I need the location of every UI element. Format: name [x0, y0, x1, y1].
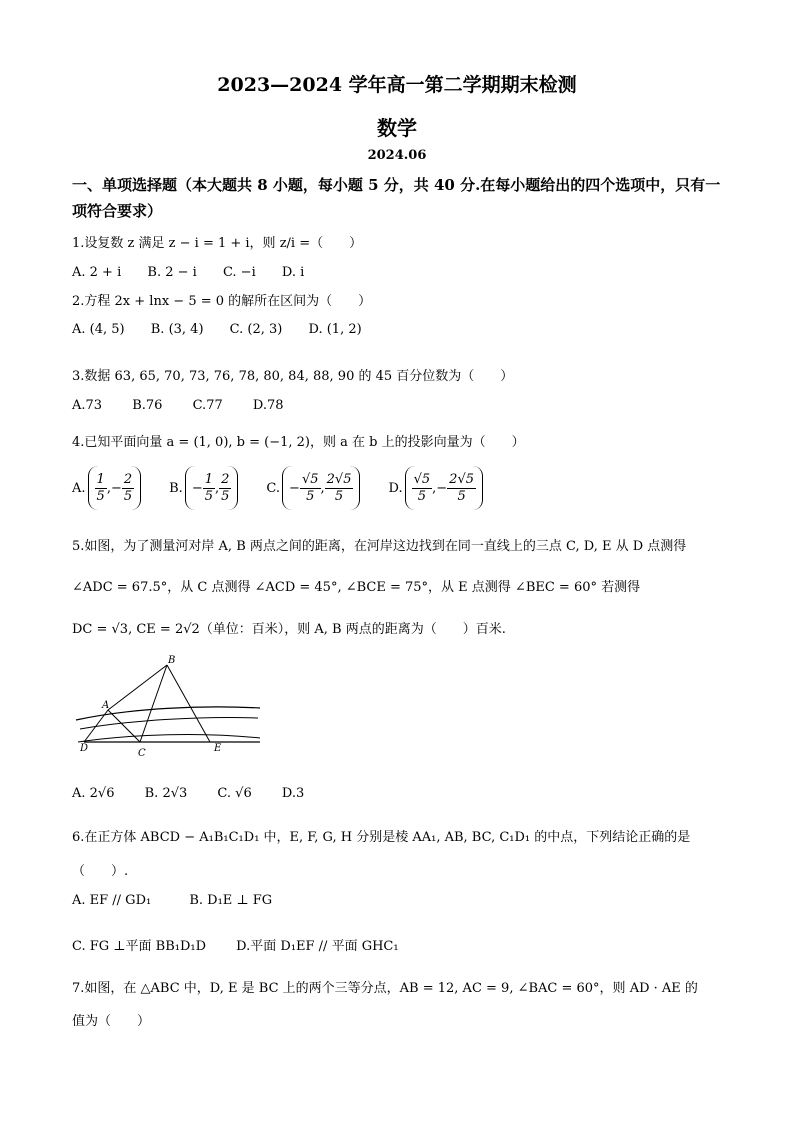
question-6-line-2: （ ）. — [72, 864, 129, 879]
q4-option-d-vector — [405, 466, 483, 510]
q4-c-den-2: 5 — [334, 488, 344, 504]
q4-option-b — [169, 466, 238, 510]
q2-option-a: A. (4, 5) — [72, 322, 125, 337]
question-3-options — [72, 398, 310, 413]
q2-option-d: D. (1, 2) — [308, 322, 362, 337]
question-1-stem: 1.设复数 z 满足 z − i = 1 + i，则 z/i =（ ） — [72, 236, 363, 251]
q4-option-a — [72, 466, 141, 510]
q4-option-c-label: C. — [266, 480, 281, 496]
q4-b-lead-sign: − — [191, 480, 203, 496]
q4-option-d-label: D. — [388, 480, 403, 496]
q2-option-b: B. (3, 4) — [150, 322, 204, 337]
question-2-options — [72, 322, 384, 337]
question-5-line-2: ∠ADC = 67.5°，从 C 点测得 ∠ACD = 45°, ∠BCE = 75°，从 E 点测得 ∠BEC = 60° 若测得 — [72, 580, 641, 595]
q4-c-num-2: 2√5 — [326, 471, 352, 487]
q4-a-den-2: 5 — [123, 488, 133, 504]
segment-ad — [84, 710, 108, 742]
question-4-options — [72, 466, 511, 510]
q4-c-lead-sign: − — [289, 480, 300, 496]
question-1-options — [72, 265, 326, 280]
q4-d-den-2: 5 — [457, 488, 466, 504]
q5-option-b: B. 2√3 — [144, 786, 188, 801]
q4-option-c-vector — [282, 466, 360, 510]
q4-option-b-vector — [185, 466, 239, 510]
exam-date: 2024.06 — [367, 148, 427, 163]
question-4-stem: 4.已知平面向量 a = (1, 0), b = (−1, 2)，则 a 在 b 上的投影向量为（ ） — [72, 435, 525, 450]
q5-option-a: A. 2√6 — [72, 786, 115, 801]
label-d: D — [80, 743, 89, 754]
q4-d-fraction-1 — [412, 472, 433, 505]
q4-option-a-label: A. — [72, 480, 86, 496]
segment-be — [167, 665, 210, 742]
q5-option-d: D.3 — [281, 786, 305, 801]
q4-a-den-1: 5 — [96, 488, 105, 504]
q1-option-b: B. 2 − i — [147, 265, 197, 280]
q1-option-a: A. 2 + i — [72, 265, 122, 280]
q4-b-fraction-1 — [203, 472, 215, 505]
segment-ab — [108, 665, 167, 710]
q6-option-a: A. EF // GD₁ — [72, 893, 152, 908]
label-e: E — [214, 743, 222, 754]
q4-d-num-1: √5 — [413, 471, 431, 487]
q4-b-num-2: 2 — [221, 471, 230, 487]
q4-c-fraction-1 — [300, 472, 321, 505]
q4-a-num-2: 2 — [123, 471, 133, 487]
q4-b-fraction-2 — [219, 472, 231, 505]
question-3-stem: 3.数据 63, 65, 70, 73, 76, 78, 80, 84, 88, 90 的 45 百分位数为（ ） — [72, 369, 514, 384]
subject-title: 数学 — [377, 116, 417, 140]
label-a: A — [102, 700, 110, 711]
q4-d-fraction-2 — [447, 472, 476, 505]
q4-c-den-1: 5 — [306, 488, 315, 504]
river-bank-mid — [80, 717, 258, 729]
q2-option-c: C. (2, 3) — [229, 322, 283, 337]
q4-c-fraction-2 — [325, 472, 354, 505]
q4-option-c — [266, 466, 360, 510]
section-heading: 一、单项选择题（本大题共 8 小题，每小题 5 分，共 40 分.在每小题给出的四个选项中，只有一项符合要求） — [72, 176, 721, 220]
q4-a-fraction-2 — [122, 472, 134, 505]
question-5-line-1: 5.如图，为了测量河对岸 A, B 两点之间的距离，在河岸这边找到在同一直线上的三点 C, D, E 从 D 点测得 — [72, 539, 687, 554]
q4-a-fraction-1 — [95, 472, 107, 505]
river-bank-near — [78, 735, 260, 742]
q4-option-d — [388, 466, 483, 510]
q3-option-c: C.77 — [192, 398, 223, 413]
q4-c-separator: , — [320, 480, 325, 496]
q4-b-num-1: 1 — [204, 471, 213, 487]
question-5-options — [72, 786, 330, 801]
q3-option-b: B.76 — [132, 398, 163, 413]
q1-option-d: D. i — [281, 265, 305, 280]
q4-d-separator: ,− — [432, 480, 448, 496]
q3-option-d: D.78 — [252, 398, 284, 413]
question-7-line-2: 值为（ ） — [72, 1014, 151, 1029]
question-6-line-1: 6.在正方体 ABCD − A₁B₁C₁D₁ 中，E, F, G, H 分别是棱 AA₁, AB, BC, C₁D₁ 的中点，下列结论正确的是 — [72, 830, 691, 845]
q4-b-den-1: 5 — [204, 488, 213, 504]
q6-option-b: B. D₁E ⊥ FG — [189, 893, 273, 908]
q4-a-separator: ,− — [106, 480, 122, 496]
label-b: B — [168, 655, 176, 666]
q4-d-den-1: 5 — [417, 488, 426, 504]
q4-b-separator: , — [215, 480, 220, 496]
q4-option-b-label: B. — [169, 480, 183, 496]
q6-option-d: D.平面 D₁EF // 平面 GHC₁ — [236, 939, 399, 954]
question-5-line-3: DC = √3, CE = 2√2（单位：百米），则 A, B 两点的距离为（ ）百米. — [72, 622, 506, 637]
question-6-options-cd — [72, 935, 421, 954]
q5-option-c: C. √6 — [217, 786, 252, 801]
exam-title: 2023—2024 学年高一第二学期期末检测 — [217, 74, 577, 96]
label-c: C — [138, 748, 146, 759]
question-7-line-1: 7.如图，在 △ABC 中，D, E 是 BC 上的两个三等分点，AB = 12, AC = 9, ∠BAC = 60°，则 AD · AE 的 — [72, 981, 698, 996]
q1-option-c: C. −i — [222, 265, 256, 280]
segment-bc — [140, 665, 167, 742]
q4-d-num-2: 2√5 — [449, 471, 474, 487]
q4-a-num-1: 1 — [96, 471, 105, 487]
q4-c-num-1: √5 — [301, 471, 319, 487]
q6-option-c: C. FG ⊥平面 BB₁D₁D — [72, 939, 207, 954]
q3-option-a: A.73 — [72, 398, 103, 413]
question-2-stem: 2.方程 2x + lnx − 5 = 0 的解所在区间为（ ） — [72, 294, 372, 309]
question-6-options-ab — [72, 893, 294, 908]
q4-option-a-vector — [88, 466, 142, 510]
q4-b-den-2: 5 — [221, 488, 230, 504]
river-survey-figure — [72, 650, 272, 770]
